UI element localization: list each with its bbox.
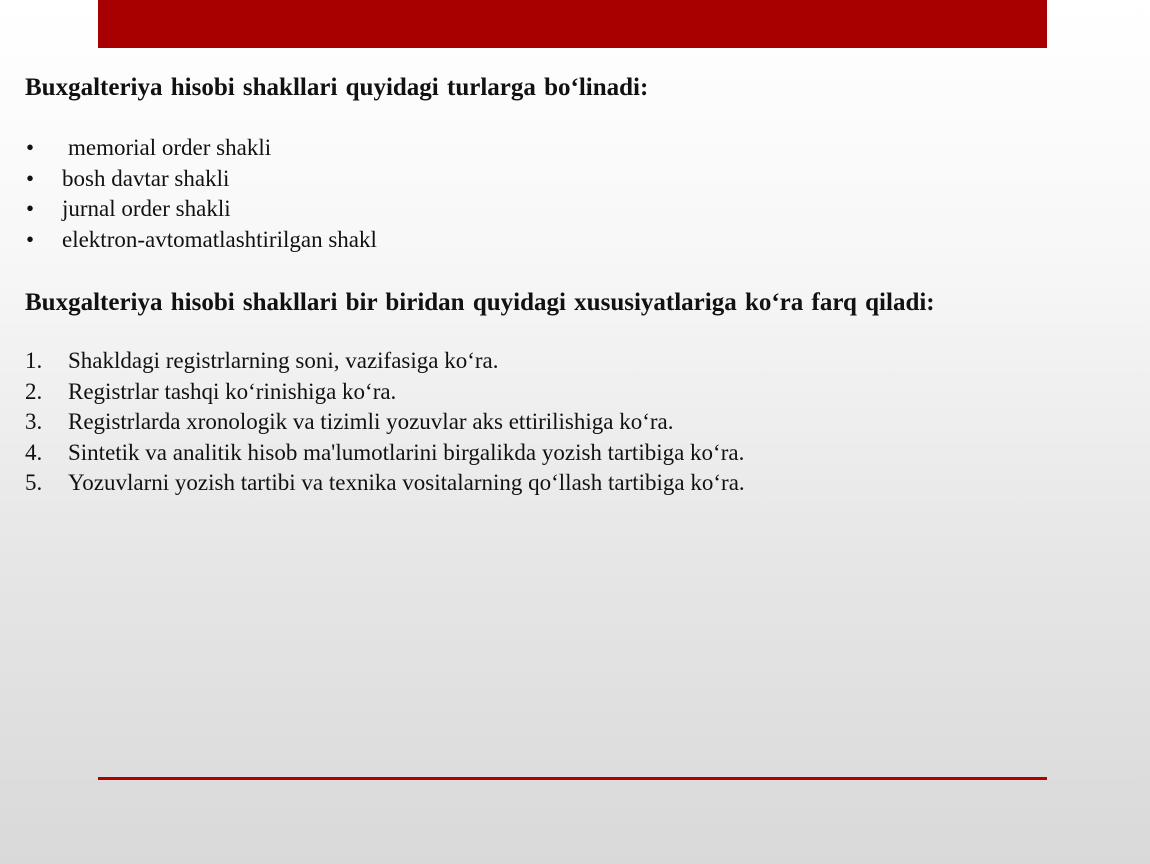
list-item-text: memorial order shakli [68, 135, 272, 160]
list-item [25, 225, 985, 256]
list-item [25, 346, 985, 377]
list-item [25, 164, 985, 195]
list-item-text: Shakldagi registrlarning soni, vazifasiga ko‘ra. [68, 348, 499, 373]
list-item-text: elektron-avtomatlashtirilgan shakl [62, 226, 377, 252]
bullet-marker: • [26, 226, 35, 252]
list-item [25, 468, 985, 499]
bullet-marker: • [26, 165, 35, 191]
list-item [25, 438, 985, 469]
list-number: 3. [25, 409, 43, 434]
top-accent-bar [98, 0, 1047, 48]
list-item-text: Registrlar tashqi ko‘rinishiga ko‘ra. [68, 378, 397, 404]
slide-content [25, 72, 985, 499]
list-item-text: Sintetik va analitik hisob ma'lumotlarini birgalikda yozish tartibiga ko‘ra. [68, 439, 745, 465]
bottom-divider-line [98, 777, 1047, 780]
list-number: 1. [25, 348, 43, 373]
list-item-text: Registrlarda xronologik va tizimli yozuvlar aks ettirilishiga ko‘ra. [68, 409, 674, 434]
list-item [25, 194, 985, 225]
differences-numbered-list [25, 346, 985, 499]
heading-forms-types: Buxgalteriya hisobi shakllari quyidagi turlarga bo‘linadi: [25, 74, 649, 101]
list-number: 4. [25, 439, 43, 465]
list-item [25, 377, 985, 408]
list-item-text: Yozuvlarni yozish tartibi va texnika vositalarning qo‘llash tartibiga ko‘ra. [68, 470, 745, 495]
list-item [25, 407, 985, 438]
bullet-marker: • [26, 135, 35, 160]
list-number: 2. [25, 378, 43, 404]
list-item-text: jurnal order shakli [62, 196, 231, 221]
list-number: 5. [25, 470, 43, 495]
list-item [25, 133, 985, 164]
bullet-marker: • [26, 196, 35, 221]
forms-bullet-list [25, 133, 985, 255]
heading-forms-differences: Buxgalteriya hisobi shakllari bir biridan quyidagi xususiyatlariga ko‘ra farq qiladi: [25, 289, 935, 316]
list-item-text: bosh davtar shakli [62, 165, 230, 191]
